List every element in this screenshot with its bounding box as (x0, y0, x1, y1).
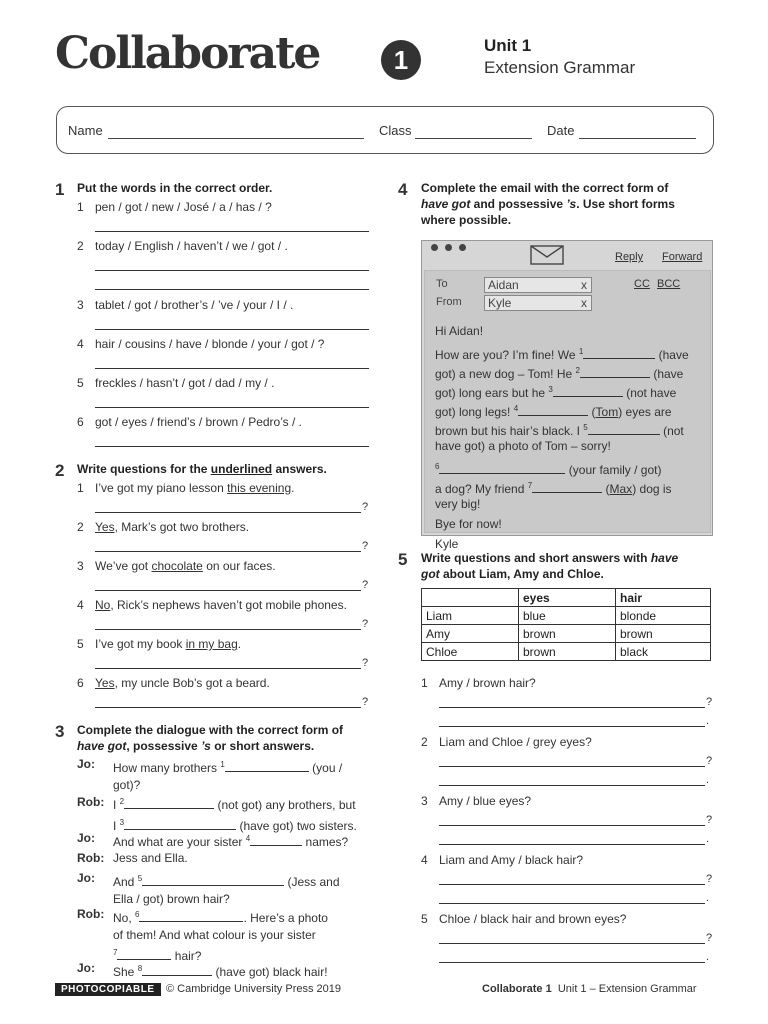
item-number: 5 (77, 376, 84, 390)
dialogue-line: Jess and Ella. (113, 851, 188, 865)
gap-blank[interactable] (518, 404, 588, 416)
logo-text: Collaborate (55, 28, 320, 79)
exercise-number: 3 (55, 722, 65, 741)
answer-line[interactable] (95, 231, 369, 232)
question-mark: ? (362, 540, 369, 552)
item-text: No, Rick’s nephews haven’t got mobile phones. (95, 598, 347, 612)
answer-line[interactable] (95, 668, 361, 669)
exercise-title: Complete the dialogue with the correct form of have got, possessive ’s or short answers. (77, 723, 344, 753)
speaker-label: Jo: (77, 871, 95, 885)
table-header: hair (616, 589, 711, 607)
gap-blank[interactable] (124, 797, 214, 809)
table-header (422, 589, 519, 607)
cc-link[interactable]: CC (634, 278, 650, 290)
gap-blank[interactable] (139, 910, 243, 922)
answer-line[interactable] (439, 943, 705, 944)
item-number: 1 (77, 481, 84, 495)
table-cell: blue (519, 607, 616, 625)
dialogue-line: How many brothers $^1$ (you / got)? (113, 760, 343, 792)
answer-line[interactable] (95, 368, 369, 369)
table-cell: Amy (422, 625, 519, 643)
dialogue-line: And $^5$ (Jess and Ella / got) brown hair? (113, 874, 340, 906)
window-dot (431, 244, 438, 251)
answer-line[interactable] (439, 707, 705, 708)
exercise-title: Complete the email with the correct form of have got and possessive ’s. Use short forms where possible. (421, 181, 675, 227)
copyright-text: © Cambridge University Press 2019 (166, 983, 342, 995)
item-number: 4 (77, 598, 84, 612)
question-mark: ? (362, 696, 369, 708)
name-label: Name (68, 123, 103, 138)
answer-line[interactable] (95, 407, 369, 408)
answer-line[interactable] (439, 726, 705, 727)
full-stop: . (706, 892, 710, 904)
table-row (422, 625, 711, 643)
item-text: freckles / hasn’t / got / dad / my / . (95, 376, 275, 390)
speaker-label: Rob: (77, 907, 105, 921)
item-text: got / eyes / friend’s / brown / Pedro’s / . (95, 415, 302, 429)
footer-title: Collaborate 1 Unit 1 – Extension Grammar (482, 983, 697, 995)
exercise-title: Put the words in the correct order. (77, 181, 273, 195)
gap-blank[interactable] (142, 874, 284, 886)
gap-blank[interactable] (583, 347, 655, 359)
from-field[interactable]: Kyle x (484, 295, 592, 311)
gap-blank[interactable] (553, 385, 623, 397)
answer-line[interactable] (95, 551, 361, 552)
dialogue-line: She $^8$ (have got) black hair! (113, 964, 328, 979)
speaker-label: Jo: (77, 831, 95, 845)
hair-eyes-table (421, 588, 711, 661)
item-text: I’ve got my book in my bag. (95, 637, 242, 651)
answer-line[interactable] (439, 844, 705, 845)
gap-blank[interactable] (124, 818, 236, 830)
table-header: eyes (519, 589, 616, 607)
item-text: I’ve got my piano lesson this evening. (95, 481, 295, 495)
table-cell: blonde (616, 607, 711, 625)
item-number: 4 (421, 853, 428, 867)
item-number: 1 (77, 200, 84, 214)
exercise-number: 1 (55, 180, 65, 199)
item-number: 2 (421, 735, 428, 749)
full-stop: . (706, 951, 710, 963)
answer-line[interactable] (95, 289, 369, 290)
item-text: hair / cousins / have / blonde / your / got / ? (95, 337, 325, 351)
exercise-title: Write questions for the underlined answers. (77, 462, 327, 476)
table-cell: brown (616, 625, 711, 643)
reply-link[interactable]: Reply (615, 251, 644, 263)
forward-link[interactable]: Forward (662, 251, 703, 263)
table-cell: black (616, 643, 711, 661)
name-field[interactable] (108, 138, 364, 139)
item-number: 6 (77, 676, 84, 690)
email-text: Hi Aidan! How are you? I’m fine! We $^1$ (have got) a new dog – Tom! He $^2$ (have got) long ears but he $^3$ (not have got) long legs! $^4$ (Tom) eyes are brown but his hair’s black. I $^5$ (not have got) a photo of Tom – sorry! $^6$ (your family / got) a dog? My friend $^7$ (Max) dog is very big! Bye for now! Kyle (435, 324, 689, 551)
table-cell: Liam (422, 607, 519, 625)
answer-line[interactable] (439, 825, 705, 826)
answer-line[interactable] (439, 903, 705, 904)
gap-blank[interactable] (532, 481, 602, 493)
item-text: pen / got / new / José / a / has / ? (95, 200, 272, 214)
class-field[interactable] (415, 138, 532, 139)
item-number: 4 (77, 337, 84, 351)
dialogue-line: And what are your sister $^4$ names? (113, 834, 349, 849)
answer-line[interactable] (95, 707, 361, 708)
window-dot (459, 244, 466, 251)
exercise-number: 4 (398, 180, 408, 199)
item-text: Yes, my uncle Bob’s got a beard. (95, 676, 270, 690)
table-row (422, 643, 711, 661)
item-number: 3 (77, 559, 84, 573)
question-mark: ? (362, 657, 369, 669)
item-number: 3 (421, 794, 428, 808)
item-text: Liam and Chloe / grey eyes? (439, 735, 592, 749)
date-field[interactable] (579, 138, 696, 139)
to-label: To (436, 278, 448, 290)
to-field[interactable]: Aidan x (484, 277, 592, 293)
answer-line[interactable] (439, 962, 705, 963)
answer-line[interactable] (439, 785, 705, 786)
item-text: Liam and Amy / black hair? (439, 853, 584, 867)
answer-line[interactable] (95, 512, 361, 513)
gap-blank[interactable] (580, 366, 650, 378)
item-text: We’ve got chocolate on our faces. (95, 559, 276, 573)
item-text: Yes, Mark’s got two brothers. (95, 520, 250, 534)
remove-icon[interactable]: x (581, 296, 587, 310)
answer-line[interactable] (95, 446, 369, 447)
item-text: today / English / haven’t / we / got / . (95, 239, 288, 253)
from-label: From (436, 296, 462, 308)
item-text: Amy / brown hair? (439, 676, 536, 690)
answer-line[interactable] (439, 884, 705, 885)
table-row (422, 607, 711, 625)
gap-blank[interactable] (142, 964, 212, 976)
question-mark: ? (706, 696, 713, 708)
gap-blank[interactable] (117, 948, 171, 960)
item-number: 6 (77, 415, 84, 429)
question-mark: ? (706, 932, 713, 944)
question-mark: ? (706, 755, 713, 767)
exercise-number: 2 (55, 461, 65, 480)
full-stop: . (706, 715, 710, 727)
full-stop: . (706, 833, 710, 845)
speaker-label: Rob: (77, 795, 105, 809)
item-number: 5 (77, 637, 84, 651)
table-cell: brown (519, 625, 616, 643)
answer-line[interactable] (439, 766, 705, 767)
remove-icon[interactable]: x (581, 278, 587, 292)
logo-number: 1 (381, 40, 421, 80)
answer-line[interactable] (95, 270, 369, 271)
question-mark: ? (362, 618, 369, 630)
question-mark: ? (706, 873, 713, 885)
unit-subtitle: Extension Grammar (484, 58, 636, 77)
exercise-title: Write questions and short answers with have got about Liam, Amy and Chloe. (421, 551, 679, 581)
full-stop: . (706, 774, 710, 786)
exercise-number: 5 (398, 550, 408, 569)
gap-blank[interactable] (250, 834, 302, 846)
gap-blank[interactable] (225, 760, 309, 772)
item-number: 2 (77, 520, 84, 534)
bcc-link[interactable]: BCC (657, 278, 681, 290)
item-text: Chloe / black hair and brown eyes? (439, 912, 627, 926)
question-mark: ? (706, 814, 713, 826)
photocopiable-badge: PHOTOCOPIABLE (55, 983, 161, 996)
class-label: Class (379, 123, 412, 138)
table-cell: Chloe (422, 643, 519, 661)
envelope-icon (530, 245, 564, 265)
item-number: 1 (421, 676, 428, 690)
speaker-label: Jo: (77, 961, 95, 975)
dialogue-line: No, $^6$ . Here’s a photo of them! And what colour is your sister $^7$ hair? (113, 910, 328, 963)
gap-blank[interactable] (439, 462, 565, 474)
speaker-label: Jo: (77, 757, 95, 771)
item-number: 3 (77, 298, 84, 312)
dialogue-line: I $^2$ (not got) any brothers, but I $^3$ (have got) two sisters. (113, 797, 357, 833)
gap-blank[interactable] (588, 423, 660, 435)
answer-line[interactable] (95, 629, 361, 630)
date-label: Date (547, 123, 575, 138)
answer-line[interactable] (95, 590, 361, 591)
question-mark: ? (362, 501, 369, 513)
window-dot (445, 244, 452, 251)
answer-line[interactable] (95, 329, 369, 330)
item-number: 2 (77, 239, 84, 253)
speaker-label: Rob: (77, 851, 105, 865)
table-cell: brown (519, 643, 616, 661)
item-text: Amy / blue eyes? (439, 794, 532, 808)
unit-title: Unit 1 (484, 36, 532, 55)
item-text: tablet / got / brother’s / ’ve / your / I / . (95, 298, 294, 312)
item-number: 5 (421, 912, 428, 926)
question-mark: ? (362, 579, 369, 591)
